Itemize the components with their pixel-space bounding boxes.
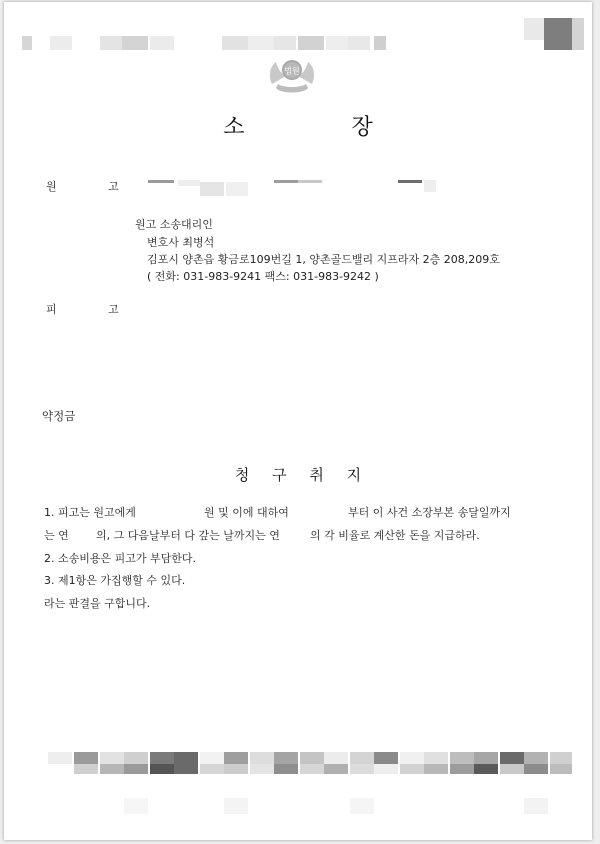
claim-line-1-part-3: 부터 이 사건 소장부본 송달일까지: [348, 506, 511, 519]
plaintiff-label: 원 고: [46, 180, 143, 193]
seal-text: 법원: [284, 66, 300, 76]
plaintiff-contact: ( 전화: 031-983-9241 팩스: 031-983-9242 ): [147, 270, 379, 283]
document-page: [4, 2, 592, 840]
claim-line-1-part-2: 원 및 이에 대하여: [204, 506, 289, 519]
claim-line-2-part-1: 는 연: [44, 529, 69, 542]
claim-line-2-part-2: 의, 그 다음날부터 다 갚는 날까지는 연: [96, 529, 280, 542]
plaintiff-agent-title: 원고 소송대리인: [135, 218, 213, 231]
claim-line-4: 3. 제1항은 가집행할 수 있다.: [44, 574, 186, 587]
case-name: 약정금: [42, 409, 76, 423]
claim-line-2-part-3: 의 각 비율로 계산한 돈을 지급하라.: [310, 529, 480, 542]
court-seal-icon: [266, 54, 318, 96]
claim-line-3: 2. 소송비용은 피고가 부담한다.: [44, 552, 196, 565]
claims-heading: 청 구 취 지: [234, 466, 371, 484]
plaintiff-address: 김포시 양촌읍 황금로109번길 1, 양촌골드밸리 지프라자 2층 208,209호: [147, 253, 500, 266]
document-title: 소 장: [223, 115, 423, 140]
claim-line-1-part-1: 1. 피고는 원고에게: [44, 506, 136, 519]
defendant-label: 피 고: [46, 303, 143, 316]
claim-closing: 라는 판결을 구합니다.: [44, 597, 151, 610]
plaintiff-lawyer: 변호사 최병석: [147, 236, 215, 249]
